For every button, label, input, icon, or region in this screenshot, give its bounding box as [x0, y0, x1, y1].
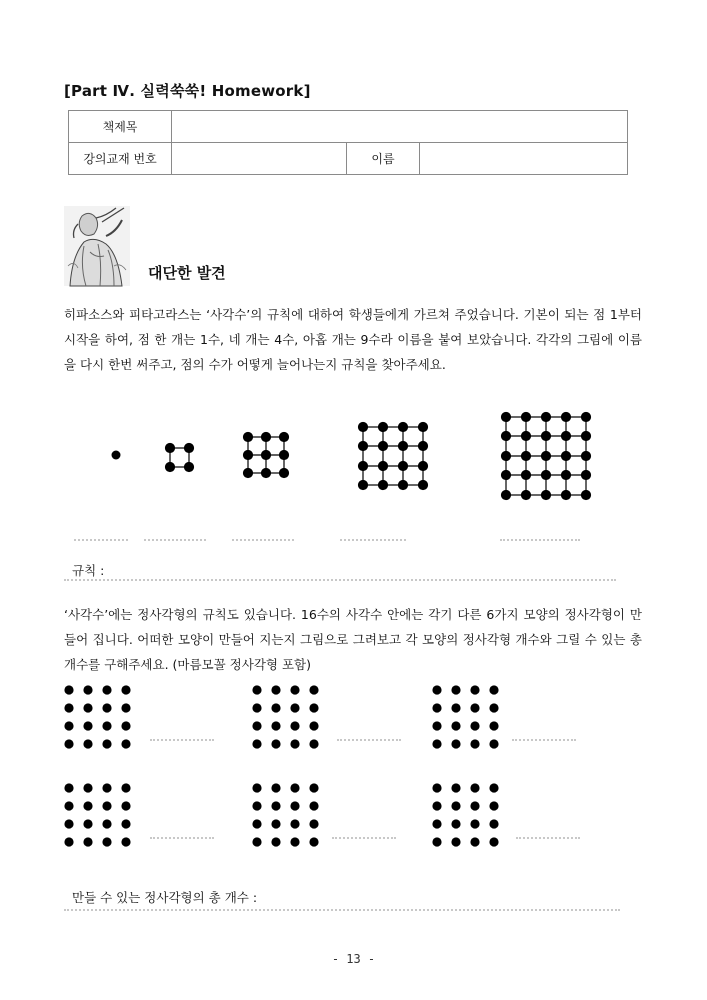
total-count-label: 만들 수 있는 정사각형의 총 개수 : [72, 890, 258, 905]
answer-blank-9[interactable] [232, 539, 294, 541]
intro-paragraph: 히파소스와 피타고라스는 ‘사각수’의 규칙에 대하여 학생들에게 가르쳐 주었습니다. 기본이 되는 점 1부터 시작을 하여, 점 한 개는 1수, 네 개는 4수, 아홉 개는 9수라 이름을 붙여 보았습니다. 각각의 그림에 이름을 다시 한번 써주고, 점의 수가 어떻게 늘어나는지 규칙을 찾아주세요. [64, 307, 642, 372]
grid-answer-blank-4[interactable] [150, 837, 214, 839]
square-number-figures [0, 405, 707, 505]
pythagoras-sketch-icon [64, 206, 130, 286]
name-label: 이름 [347, 143, 420, 175]
grid-answer-blank-3[interactable] [512, 739, 576, 741]
answer-blank-4[interactable] [144, 539, 206, 541]
dot-grid-set [0, 680, 707, 850]
book-title-field[interactable] [172, 111, 628, 143]
dot-grid-3 [432, 685, 498, 748]
figure-9-dots [244, 433, 289, 478]
grid-answer-blank-5[interactable] [332, 837, 396, 839]
figure-16-dots [359, 423, 428, 490]
textbook-number-field[interactable] [172, 143, 347, 175]
dot-grid-5 [252, 783, 318, 846]
figure-4-dots [166, 444, 194, 472]
dot-grid-6 [432, 783, 498, 846]
answer-blank-16[interactable] [340, 539, 406, 541]
figure-1-dot [112, 451, 121, 460]
rule-label: 규칙 : [72, 563, 105, 578]
book-title-label: 책제목 [69, 111, 172, 143]
grid-answer-blank-1[interactable] [150, 739, 214, 741]
dot-grid-1 [64, 685, 130, 748]
dot-grid-2 [252, 685, 318, 748]
total-answer-line[interactable] [64, 909, 620, 911]
textbook-number-label: 강의교재 번호 [69, 143, 172, 175]
answer-blank-1[interactable] [74, 539, 128, 541]
figure-25-dots [502, 413, 591, 500]
section-heading: 대단한 발견 [148, 264, 226, 282]
grid-answer-blank-2[interactable] [337, 739, 401, 741]
name-field[interactable] [420, 143, 628, 175]
dot-grid-4 [64, 783, 130, 846]
page-title: [Part Ⅳ. 실력쑥쑥! Homework] [64, 82, 311, 100]
page-number: - 13 - [331, 952, 376, 966]
info-table [68, 110, 628, 175]
grid-answer-blank-6[interactable] [516, 837, 580, 839]
answer-blank-25[interactable] [500, 539, 580, 541]
rule-answer-line[interactable] [64, 579, 616, 581]
square-task-paragraph: ‘사각수’에는 정사각형의 규칙도 있습니다. 16수의 사각수 안에는 각기 다른 6가지 모양의 정사각형이 만들어 집니다. 어떠한 모양이 만들어 지는지 그림으로 그려보고 각 모양의 정사각형 개수와 그릴 수 있는 총 개수를 구해주세요. (마름모꼴 정사각형 포함) [64, 607, 642, 672]
